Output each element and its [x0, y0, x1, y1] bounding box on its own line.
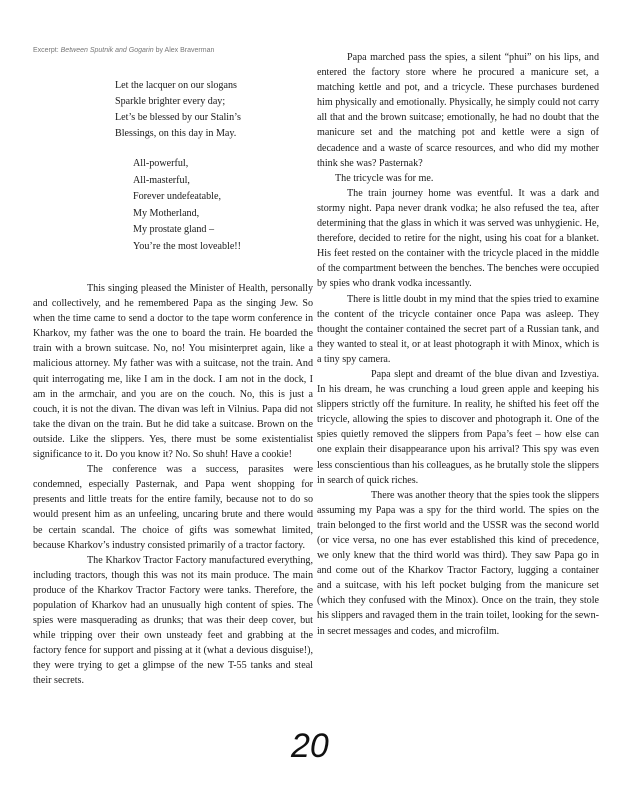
paragraph: Papa slept and dreamt of the blue divan and Izvestiya. In his dream, he was crunching a loud green apple and keeping his slippers strictly off the furniture. In reality, he shifted his feet off the tricycle, allowing the spies to discover and photograph it. One of the spies quietly removed the slippers from Papa’s feet – how else can one explain their disappearance upon his arrival? This spy was even less conscientious than his colleagues, as he brutally stole the slippers in search of quick riches. [317, 368, 599, 486]
paragraph: Papa marched pass the spies, a silent “phui” on his lips, and entered the factory store where he procured a manicure set, a matching kettle and pot, and a tricycle. These purchases burdened him physically and emotionally. Physically, he simply could not carry all that and the brown suitcase; emotionally, he had no doubt that the manicure set and the matching pot and kettle were a sign of decadence and a waste of scarce resources, and who did my mother think she was? Pasternak? [317, 52, 599, 169]
page-number: 20 [291, 727, 329, 765]
paragraph: This singing pleased the Minister of Health, personally and collectively, and he remembered Papa as the singing Jew. So when the time came to send a doctor to the tape worm conference in Kharkov, my father was the one to board the train. He boarded the train with a brown suitcase. No, no! You misinterpret again, like a malicious attorney. My father was with a suitcase, not the train. And quit interrogating me, like I am in the dock. I am not in the dock, I am in the armchair, and you are on the couch. No, this is just a couch, it is not the divan. The divan was left in Vilnius. Papa did not take the divan on the train. But he did take a suitcase. Brown on the outside. Like the slippers. Yes, there must be some existentialist significance to it. Do you know it? No. So shuh! Have a cookie! [33, 283, 313, 461]
spacer [33, 267, 313, 281]
paragraph: The tricycle was for me. [335, 172, 434, 184]
header-title: Between Sputnik and Gogarin [60, 47, 154, 54]
paragraph: The conference was a success, parasites were condemned, especially Pasternak, and Papa went shopping for presents and little treats for the entire family, because not to do so would present him as an unfeeling, uncaring brute and there would be certain scandal. The choice of gifts was somewhat limited, because Kharkov’s industry consisted primarily of a tractor factory. [33, 464, 313, 551]
verse-line: Let’s be blessed by our Stalin’s [115, 112, 241, 123]
verse-line: Sparkle brighter every day; [115, 96, 226, 107]
verse-line: All-masterful, [133, 174, 190, 186]
paragraph: There is little doubt in my mind that the spies tried to examine the content of the tricycle container once Papa was asleep. They thought the container contained the secret part of a Russian tank, and they wanted to steal it, or at least photograph it with Minox, which is a tiny spy camera. [317, 293, 599, 365]
verse-line: All-powerful, [133, 158, 189, 169]
left-column [33, 78, 313, 689]
verse-line: Forever undefeatable, [133, 191, 221, 202]
paragraph: There was another theory that the spies took the slippers assuming my Papa was a spy for the third world. The spies on the train belonged to the first world and the USSR was the second world (or vice versa, no one has ever established this kind of precedence, we only knew that the third world was third). They saw Papa go in and come out of the Kharkov Tractor Factory, lugging a container and a suitcase, with his left pocket bulging from the manicure set (which they confused with the Minox). Once on the train, they stole his slippers and ravaged them in the train toilet, looking for the sewn-in secret messages and codes, and microfilm. [317, 489, 599, 637]
verse-stanza-1 [115, 78, 313, 142]
header-author: by Alex Braverman [155, 47, 215, 54]
verse-line: You’re the most loveable!! [133, 240, 242, 252]
verse-line: Blessings, on this day in May. [115, 128, 237, 139]
header-prefix: Excerpt: [33, 47, 59, 54]
running-header [33, 47, 214, 54]
verse-line: My Motherland, [133, 207, 200, 219]
paragraph: The train journey home was eventful. It was a dark and stormy night. Papa never drank vodka; he also refused the tea, after determining that the glass in which it was served was unhygienic. He, therefore, decided to retire for the night, using his coat for a blanket. His feet rested on the container with the tricycle placed in the middle of the compartment between the benches. The benches were occupied by spies who drank vodka incessantly. [317, 187, 599, 290]
verse-line: My prostate gland – [133, 224, 215, 235]
paragraph: The Kharkov Tractor Factory manufactured everything, including tractors, though this was not its main produce. The main produce of the Kharkov Tractor Factory were tanks. Therefore, the population of Kharkov had an unusually high content of spies. The spies were masquerading as drunks; that was their deep cover, but while tripping over their own unsteady feet and grabbing at the factory fence for support and pissing at it (what a devious disguise!), they were trying to get a glimpse of the new T-55 tanks and steal their secrets. [33, 554, 313, 687]
right-column [317, 50, 599, 639]
verse-line: Let the lacquer on our slogans [115, 80, 237, 91]
verse-stanza-2 [133, 156, 313, 255]
